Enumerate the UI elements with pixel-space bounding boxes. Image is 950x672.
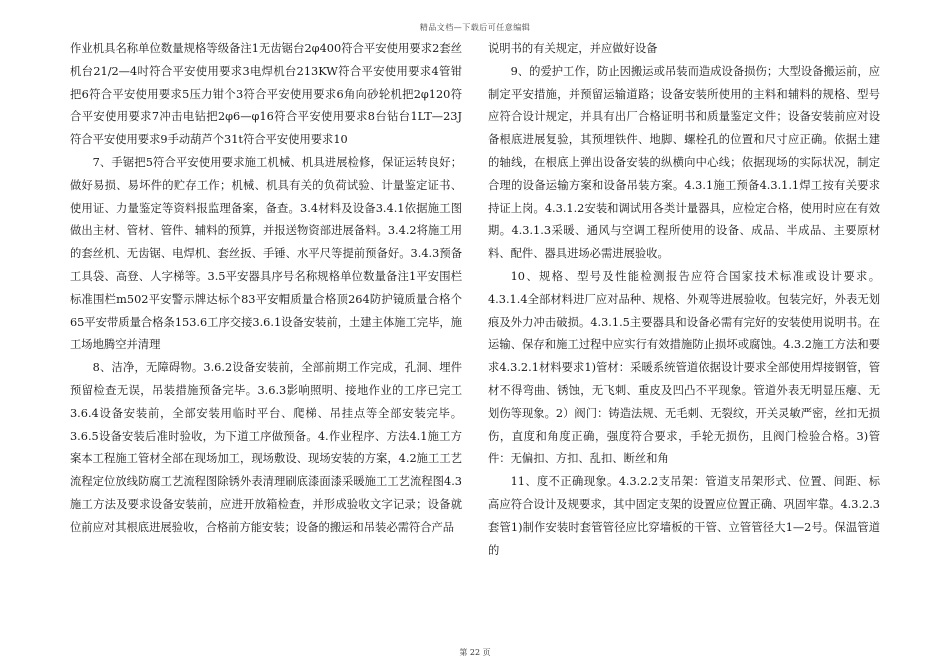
left-text-column [70, 38, 462, 540]
right-paragraph-3: 10、规格、型号及性能检测报告应符合国家技术标准或设计要求。4.3.1.4全部材料进厂应对品种、规格、外观等进展验收。包装完好，外表无划痕及外力冲击破损。4.3.1.5主要器具和设备必需有完好的安装使用说明书。在运输、保存和施工过程中应实行有效措施防止损坏或腐蚀。4.3.2施工方法和要求4.3.2.1材料要求1)管材：采暖系统管道依据设计要求全部使用焊接钢管，管材不得弯曲、锈蚀，无飞刺、重皮及凹凸不平现象。管道外表无明显压瘪、无划伤等现象。2）阀门：铸造法规、无毛刺、无裂纹，开关灵敏严密，丝扣无损伤，直度和角度正确，强度符合要求，手轮无损伤，且阀门检验合格。3)管件：无偏扣、方扣、乱扣、断丝和角 [488, 269, 880, 466]
right-text-column [488, 38, 880, 562]
right-paragraph-1: 说明书的有关规定，并应做好设备 [488, 42, 658, 55]
page-number: 第 22 页 [459, 648, 491, 657]
left-paragraph-3: 8、洁净，无障碍物。3.6.2设备安装前，全部前期工作完成，孔洞、埋件预留检查无误，吊装措施预备完毕。3.6.3影响照明、接地作业的工序已完工3.6.4设备安装前，全部安装用临时平台、爬梯、吊挂点等全部安装完毕。3.6.5设备安装后准时验收，为下道工序做预备。4.作业程序、方法4.1施工方案本工程施工管材全部在现场加工，现场敷设、现场安装的方案，4.2施工工艺流程定位放线防腐工艺流程图除锈外表清理刷底漆面漆采暖施工工艺流程图4.3施工方法及要求设备安装前，应进开放箱检查，并形成验收文字记录；设备就位前应对其根底进展验收，合格前方能安装；设备的搬运和吊装必需符合产品 [70, 361, 462, 534]
left-paragraph-2: 7、手锯把5符合平安使用要求施工机械、机具进展检修，保证运转良好；做好易损、易坏件的贮存工作；机械、机具有关的负荷试验、计量鉴定证书、使用证、力量鉴定等资料报监理备案，备查。3.4材料及设备3.4.1依据施工图做出主材、管材、管件、辅料的预算，并报送物资部进展备料。3.4.2将施工用的套丝机、无齿锯、电焊机、套丝扳、手锤、水平尺等提前预备好。3.4.3预备工具袋、高登、人字梯等。3.5平安器具序号名称规格单位数量备注1平安围栏标准围栏m502平安警示牌达标个83平安帽质量合格顶264防护镜质量合格个65平安带质量合格条153.6工序交接3.6.1设备安装前，土建主体施工完毕，施工场地腾空并清理 [70, 155, 462, 352]
left-paragraph-1: 作业机具名称单位数量规格等级备注1无齿锯台2φ400符合平安使用要求2套丝机台21/2—4吋符合平安使用要求3电焊机台213KW符合平安使用要求4管钳把6符合平安使用要求5压力钳个3符合平安使用要求6角向砂轮机把2φ120符合平安使用要求7冲击电钻把2φ6—φ16符合平安使用要求8台钻台1LT—23J符合平安使用要求9手动葫芦个31t符合平安使用要求10 [70, 42, 462, 147]
right-paragraph-2: 9、的爱护工作，防止因搬运或吊装而造成设备损伤；大型设备搬运前，应制定平安措施，并预留运输道路；设备安装所使用的主料和辅料的规格、型号应符合设计规定，并具有出厂合格证明书和质量鉴定文件；设备安装前应对设备根底进展复验，其预埋铁件、地脚、螺栓孔的位置和尺寸应正确。依据土建的轴线，在根底上弹出设备安装的纵横向中心线；依据现场的实际状况，制定合理的设备运输方案和设备吊装方案。4.3.1施工预备4.3.1.1焊工按有关要求持证上岗。4.3.1.2安装和调试用各类计量器具，应检定合格，使用时应在有效期。4.3.1.3采暖、通风与空调工程所使用的设备、成品、半成品、主要原材料、配件、器具进场必需进展验收。 [488, 64, 880, 261]
page-header: 精品文档—下载后可任意编辑 [419, 23, 531, 32]
right-paragraph-4: 11、度不正确现象。4.3.2.2支吊架：管道支吊架形式、位置、间距、标高应符合设计及规要求，其中固定支架的设置应位置正确、巩固牢靠。4.3.2.3套管1)制作安装时套管管径应比穿墙板的干管、立管管径大1—2号。保温管道的 [488, 475, 880, 557]
